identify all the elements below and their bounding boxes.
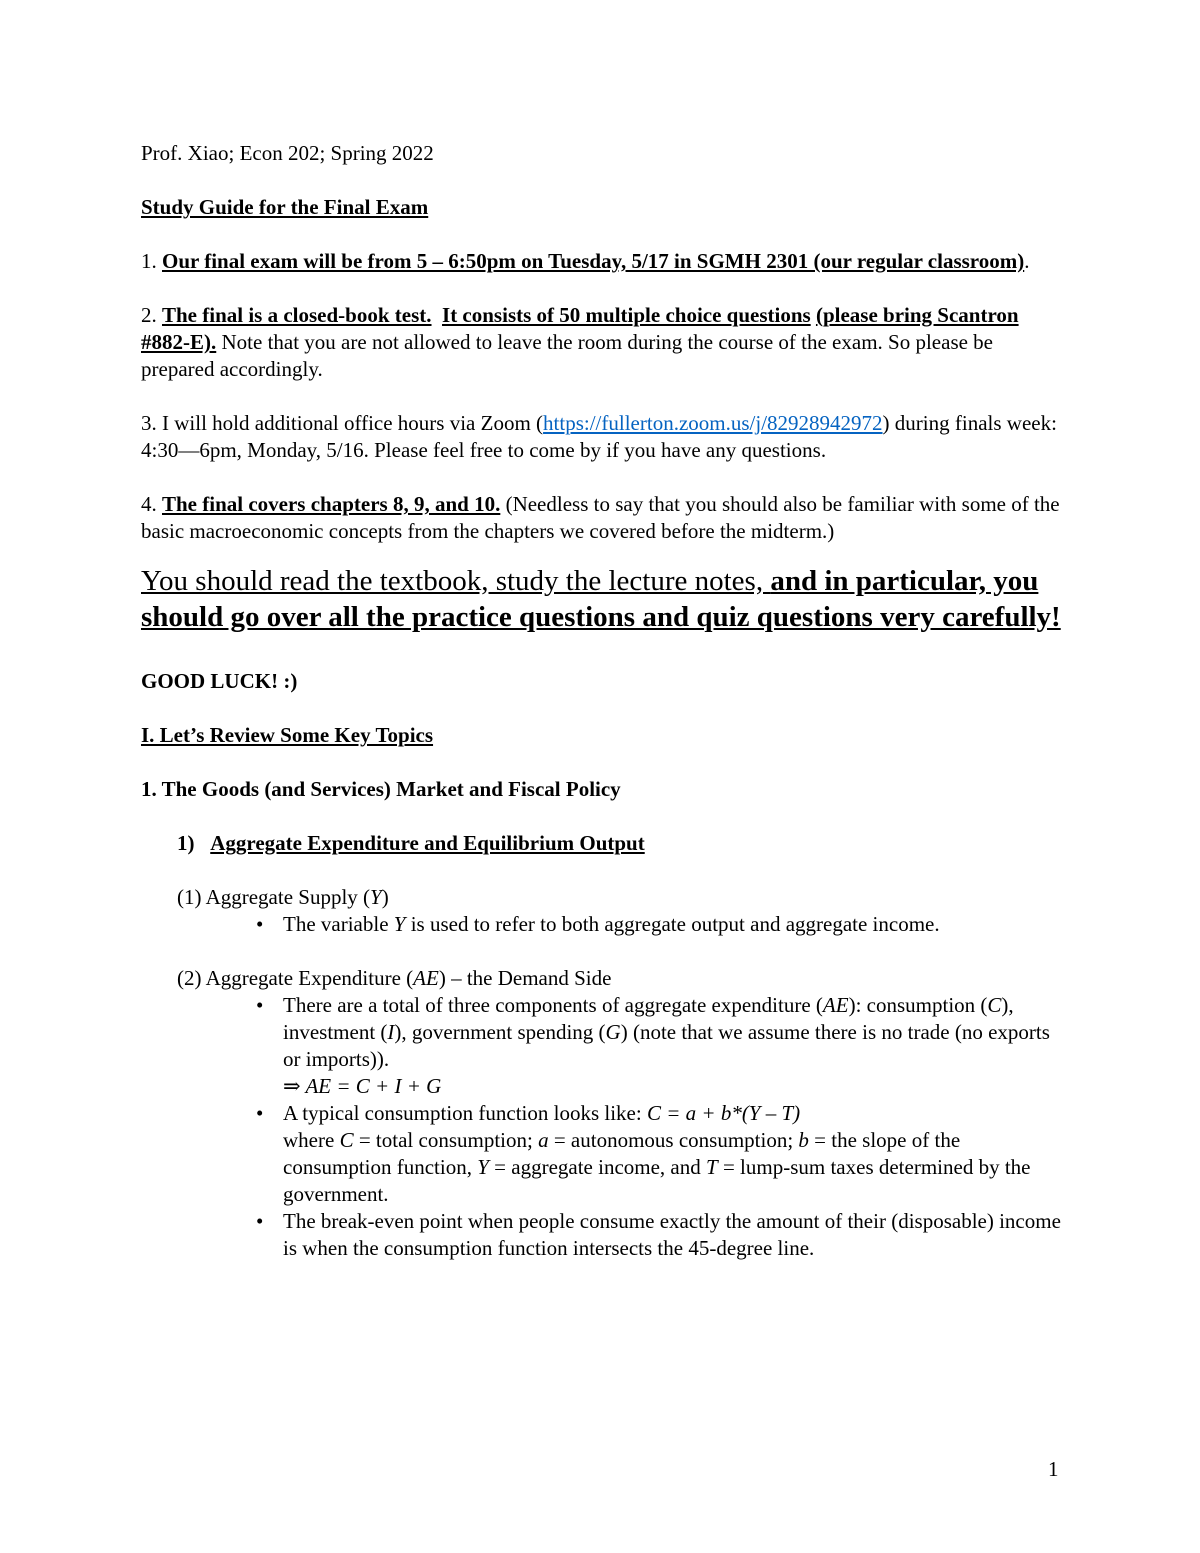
bullet-icon: • xyxy=(256,1101,264,1125)
topic-heading: 1) Aggregate Expenditure and Equilibrium Output xyxy=(177,831,645,855)
item-chapters: 4. The final covers chapters 8, 9, and 10. (Needless to say that you should also be familiar with some of the basic macroeconomic concepts from the chapters we covered before the midterm.) xyxy=(141,492,1060,543)
study-emphasis: You should read the textbook, study the lecture notes, and in particular, you should go over all the practice questions and quiz questions very carefully! xyxy=(141,565,1061,633)
item-office-hours: 3. I will hold additional office hours via Zoom (https://fullerton.zoom.us/j/82928942972) during finals week: 4:30—6pm, Monday, 5/16. Please feel free to come by if you have any questions. xyxy=(141,411,1057,462)
list-item: • The break-even point when people consume exactly the amount of their (disposable) income is when the consumption function intersects the 45-degree line. xyxy=(256,1209,1061,1260)
exam-time-text: Our final exam will be from 5 – 6:50pm on Tuesday, 5/17 in SGMH 2301 (our regular classroom) xyxy=(162,249,1025,273)
aggregate-expenditure-list xyxy=(141,992,1061,1262)
list-item: • A typical consumption function looks like: C = a + b*(Y – T) where C = total consumption; a = autonomous consumption; b = the slope of the consumption function, Y = aggregate income, and T = lump-sum taxes determined by the government. xyxy=(256,1101,1031,1206)
section-heading: I. Let’s Review Some Key Topics xyxy=(141,723,434,747)
page-number: 1 xyxy=(1048,1457,1059,1481)
multiple-choice-text: It consists of 50 multiple choice questions xyxy=(442,303,811,327)
consumption-formula: C = a + b*(Y – T) xyxy=(646,1101,801,1125)
scantron-text: (please bring Scantron #882-E). xyxy=(141,303,1019,354)
zoom-link[interactable]: https://fullerton.zoom.us/j/82928942972 xyxy=(543,411,883,435)
subsection-heading: 1. The Goods (and Services) Market and Fiscal Policy xyxy=(141,777,621,801)
aggregate-supply-label: (1) Aggregate Supply (Y) xyxy=(177,885,389,909)
closed-book-text: The final is a closed-book test. xyxy=(162,303,432,327)
aggregate-expenditure-label: (2) Aggregate Expenditure (AE) – the Demand Side xyxy=(177,966,612,990)
aggregate-supply-list xyxy=(141,911,1061,938)
good-luck: GOOD LUCK! :) xyxy=(141,669,298,693)
list-item: • There are a total of three components of aggregate expenditure (AE): consumption (C), investment (I), government spending (G) (note that we assume there is no trade (no exports or imports)). ⇒ AE = C + I + G xyxy=(256,993,1050,1098)
chapters-text: The final covers chapters 8, 9, and 10. xyxy=(162,492,501,516)
ae-formula: ⇒ AE = C + I + G xyxy=(283,1074,442,1098)
bullet-icon: • xyxy=(256,993,264,1017)
list-item: • The variable Y is used to refer to both aggregate output and aggregate income. xyxy=(256,912,940,936)
bullet-icon: • xyxy=(256,1209,264,1233)
document-body xyxy=(141,140,1061,1262)
course-header: Prof. Xiao; Econ 202; Spring 2022 xyxy=(141,141,434,165)
bullet-icon: • xyxy=(256,912,264,936)
item-exam-time: 1. Our final exam will be from 5 – 6:50pm on Tuesday, 5/17 in SGMH 2301 (our regular classroom). xyxy=(141,249,1030,273)
item-exam-format: 2. The final is a closed-book test. It consists of 50 multiple choice questions (please bring Scantron #882-E). Note that you are not allowed to leave the room during the course of the exam. So please be prepared accordingly. xyxy=(141,303,1019,381)
document-title: Study Guide for the Final Exam xyxy=(141,195,429,219)
